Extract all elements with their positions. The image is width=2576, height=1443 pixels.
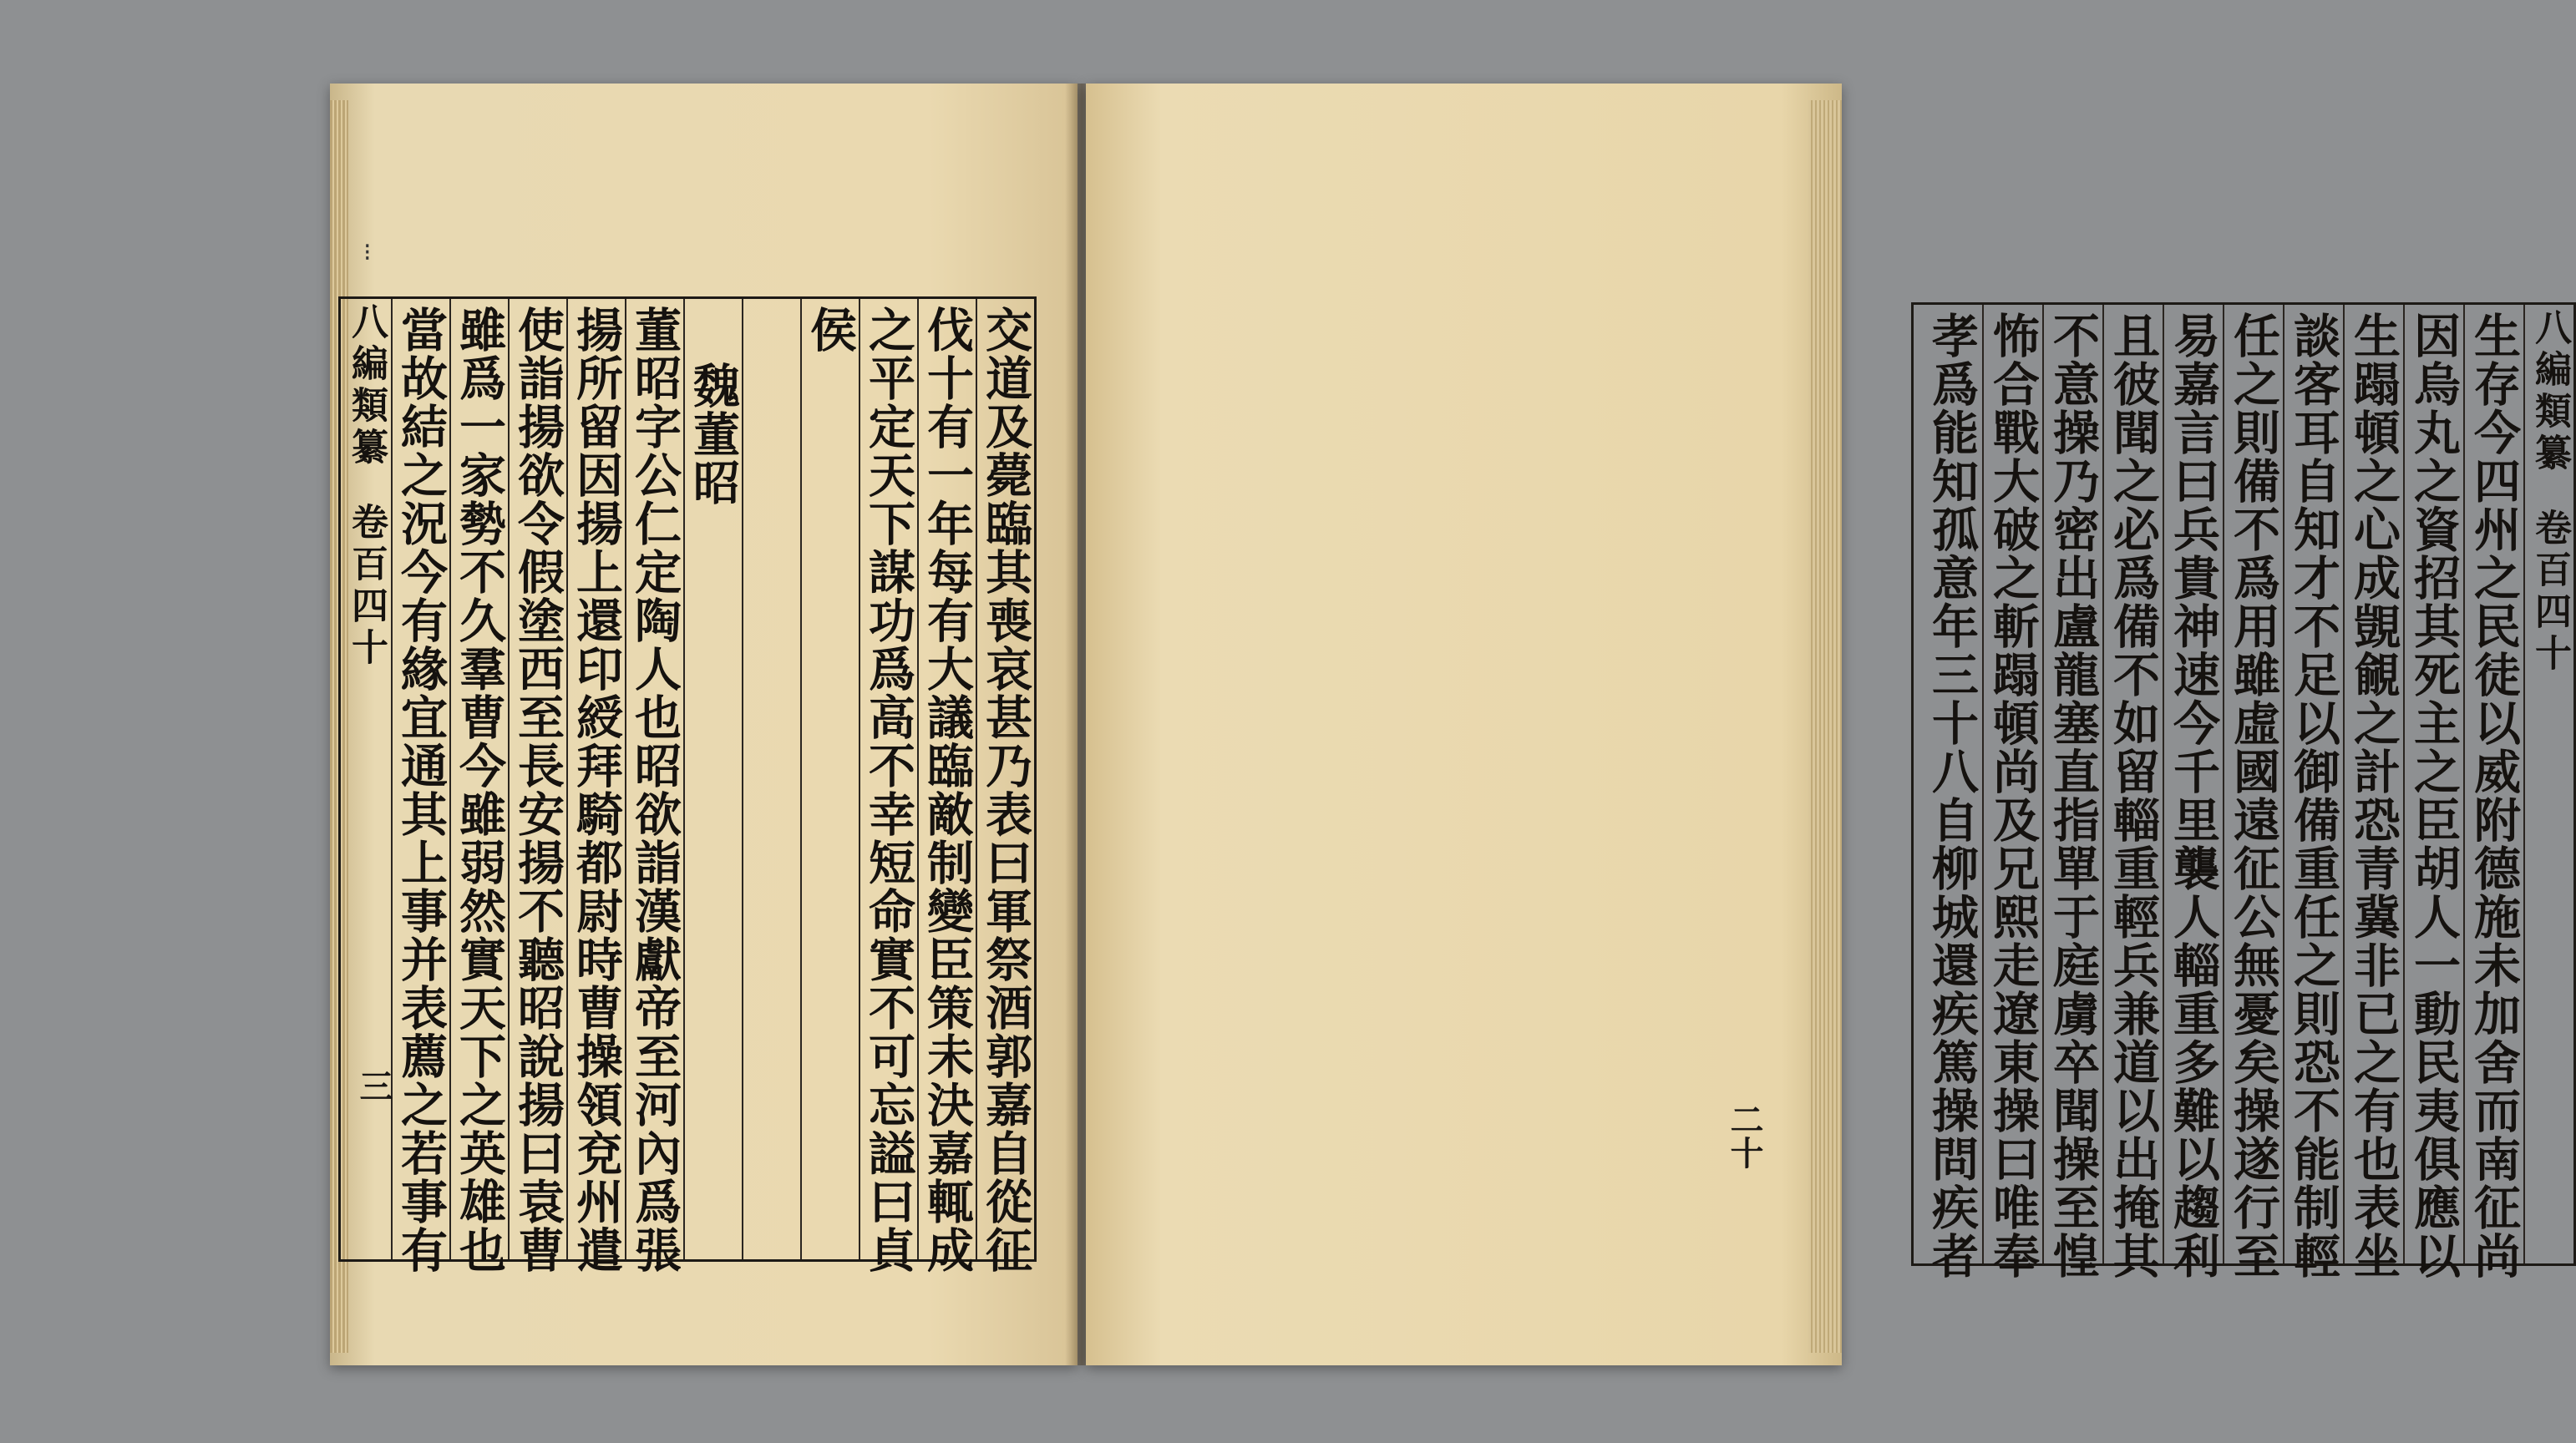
column-text: 之平定天下謀功爲高不幸短命實不可忘謚曰貞 <box>861 306 916 1274</box>
stray-mark: ⁝ <box>363 238 372 267</box>
text-column <box>976 299 1034 1274</box>
text-column <box>800 299 859 1259</box>
column-text: 伐十有一年每有大議臨敵制變臣策未決嘉輒成 <box>920 306 975 1274</box>
text-column <box>917 299 976 1274</box>
column-text: 因烏丸之資招其死主之臣胡人一動民夷俱應以 <box>2406 311 2462 1280</box>
column-text: 雖爲一家勢不久羣曹今雖弱然實天下之英雄也 <box>452 306 507 1274</box>
folio-number: 三 <box>354 1069 393 1102</box>
text-column <box>2283 305 2343 1280</box>
column-text: 談客耳自知才不足以御備重任之則恐不能制輕 <box>2286 311 2341 1280</box>
text-column <box>1982 305 2042 1280</box>
column-text: 揚所留因揚上還印綬拜騎都尉時曹操領兗州遣 <box>569 306 624 1274</box>
right-page <box>1086 84 2571 1365</box>
text-column <box>2463 305 2523 1280</box>
right-columns <box>1914 305 2573 1280</box>
open-book <box>330 84 2571 1365</box>
section-heading: 魏董昭 <box>686 362 741 507</box>
edge-title: 八編類纂卷百四十 <box>2528 308 2571 676</box>
text-column <box>2343 305 2403 1280</box>
text-column <box>2223 305 2283 1280</box>
text-column <box>2163 305 2223 1280</box>
text-column <box>2403 305 2463 1280</box>
column-text: 生蹋頓之心成覬覦之計恐青冀非已之有也表坐 <box>2346 311 2401 1280</box>
column-text: 不意操乃密出盧龍塞直指單于庭虜卒聞操至惶 <box>2046 311 2101 1280</box>
column-text: 怖合戰大破之斬蹋頓尚及兄熙走遼東操曰唯奉 <box>1985 311 2041 1280</box>
left-page-frame <box>338 296 1037 1274</box>
text-column <box>625 299 683 1274</box>
column-text: 且彼聞之必爲備不如留輜重輕兵兼道以出掩其 <box>2106 311 2161 1280</box>
edge-column <box>2523 305 2573 1263</box>
section-heading-column <box>683 299 742 1259</box>
left-columns <box>341 299 1034 1274</box>
text-column <box>2042 305 2102 1280</box>
right-page-frame <box>1911 302 2576 1280</box>
text-column <box>391 299 449 1274</box>
column-text: 易嘉言曰兵貴神速今千里襲人輜重多難以趨利 <box>2166 311 2221 1280</box>
column-text: 當故結之況今有緣宜通其上事并表薦之若事有 <box>393 306 449 1274</box>
text-column <box>449 299 508 1274</box>
folio-number: 二十 <box>1725 1102 1764 1169</box>
right-page-edges <box>1808 100 1842 1353</box>
text-column <box>859 299 917 1274</box>
column-text: 孝爲能知孤意年三十八自柳城還疾篤操問疾者 <box>1924 311 1980 1280</box>
column-text: 生存今四州之民徒以威附德施未加舍而南征尚 <box>2467 311 2522 1280</box>
text-column <box>2102 305 2163 1280</box>
column-text: 交道及薨臨其喪哀甚乃表曰軍祭酒郭嘉自從征 <box>978 306 1033 1274</box>
column-text: 侯 <box>803 306 858 354</box>
column-text: 任之則備不爲用雖虛國遠征公無憂矣操遂行至 <box>2226 311 2281 1280</box>
edge-column <box>341 299 391 1259</box>
text-column <box>1922 305 1982 1280</box>
edge-title: 八編類纂卷百四十 <box>345 302 388 670</box>
text-column <box>566 299 625 1274</box>
column-text: 董昭字公仁定陶人也昭欲詣漢獻帝至河內爲張 <box>627 306 682 1274</box>
empty-column <box>742 299 800 1259</box>
column-text: 使詣揚欲令假塗西至長安揚不聽昭說揚曰袁曹 <box>510 306 565 1274</box>
text-column <box>508 299 566 1274</box>
left-page <box>330 84 1078 1365</box>
